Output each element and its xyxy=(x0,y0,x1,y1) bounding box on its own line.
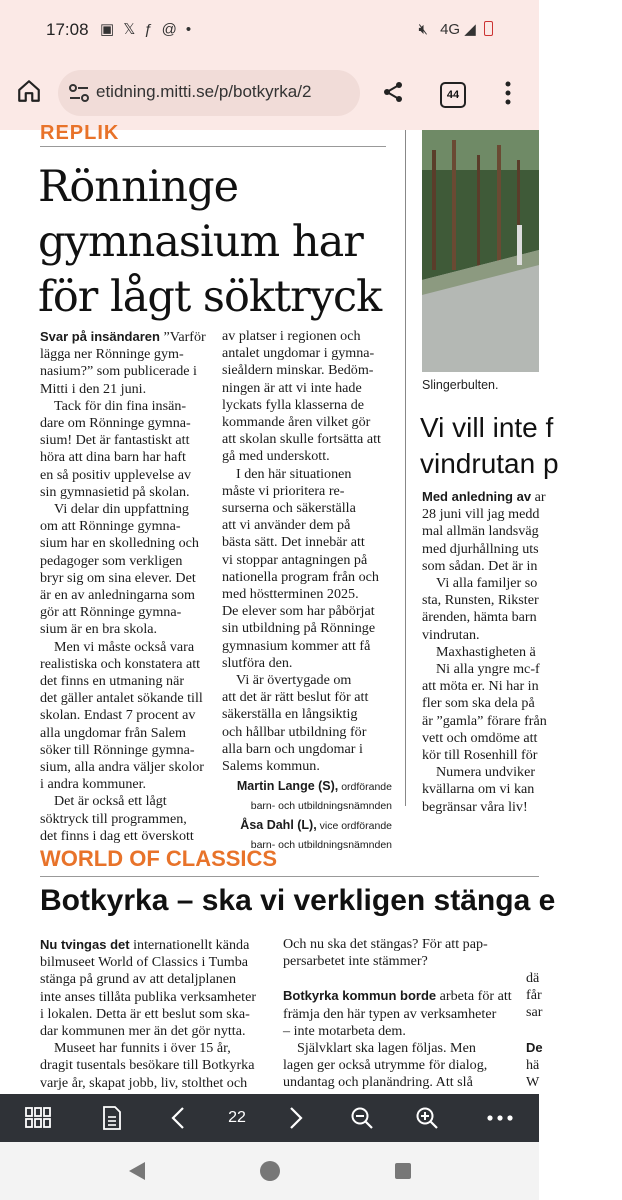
headline-line: Vi vill inte f xyxy=(420,412,554,443)
home-icon[interactable] xyxy=(16,78,42,104)
paragraph: Ni alla yngre mc-f att möta er. Ni har in fler som ska dela på är ”gamla” förare från vett och omdöme att kör till Rosenhill för xyxy=(422,661,547,764)
paragraph: Numera undviker kvällarna om vi kan begränsar våra liv! xyxy=(422,764,536,815)
url-text[interactable]: etidning.mitti.se/p/botkyrka/2 xyxy=(96,82,312,101)
status-bar xyxy=(0,0,539,58)
article-view-button[interactable] xyxy=(82,1094,142,1142)
signature-role: ordförande xyxy=(338,781,392,794)
paragraph: Maxhastigheten ä xyxy=(436,643,536,660)
next-icon xyxy=(289,1106,303,1130)
divider xyxy=(40,146,386,147)
zoom-in-button[interactable] xyxy=(397,1094,457,1142)
paragraph: Vi delar din uppfattning om att Rönninge gymna- sium har en skolledning och pedagoger som verkligen bryr sig om sina elever. Det är en av anledningarna som gör att Rönninge gymna- sium är en bra skola. xyxy=(40,501,199,638)
wc-column-3: dä får sar De hä W xyxy=(526,970,543,1091)
divider xyxy=(40,876,539,877)
dot-icon: • xyxy=(185,21,201,38)
signature-name: Martin Lange (S), xyxy=(236,779,339,794)
paragraph: Botkyrka kommun borde arbeta för att främja den här typen av verksamheter – inte motarbeta dem. xyxy=(283,988,512,1039)
text-line: Mitti i den 21 juni. xyxy=(40,380,147,397)
more-icon xyxy=(487,1115,513,1121)
system-nav-bar xyxy=(0,1142,539,1200)
paragraph: Och nu ska det stängas? För att pap- persarbetet inte stämmer? xyxy=(283,936,488,970)
paragraph: Med anledning av ar 28 juni vill jag medd mal allmän landsväg med djurhållning uts som sådan. Det är in xyxy=(422,489,546,574)
recents-icon[interactable] xyxy=(394,1162,412,1180)
text-line: nasium?” som publicerade i xyxy=(40,363,197,380)
signature-role: barn- och utbildningsnämnden xyxy=(250,800,392,813)
threads-icon: @ xyxy=(161,21,186,38)
mute-icon: 🔇︎ xyxy=(418,21,428,38)
battery-icon xyxy=(484,21,493,36)
fi-icon: ƒ xyxy=(144,21,162,38)
article-headline xyxy=(38,160,398,325)
zoom-out-icon xyxy=(350,1106,374,1130)
status-time: 17:08 xyxy=(46,20,89,39)
paragraph xyxy=(40,328,216,398)
article-column-1 xyxy=(40,328,216,845)
page-indicator xyxy=(207,1094,267,1142)
headline-line: gymnasium har xyxy=(38,217,363,267)
signature-name: Åsa Dahl (L), xyxy=(240,817,317,832)
side-headline xyxy=(420,410,620,482)
side-article-column xyxy=(422,488,622,816)
paragraph: I den här situationen måste vi prioritera re- surserna och säkerställa att vi använder dem på bästa sätt. Det innebär att vi stoppar antagningen på nationella program från och med höstterminen 2025. De elever som har påbörjat sin utbildning på Rönninge gymnasium kommer att få slutföra den. xyxy=(222,465,379,671)
paragraph: Museet har funnits i över 15 år, dragit tusentals besökare till Botkyrka varje år, skapat jobb, liv, stolthet och xyxy=(40,1040,255,1091)
wc-column-2 xyxy=(283,936,513,1109)
paragraph: av platser i regionen och antalet ungdomar i gymna- sieåldern minskar. Bedöm- ningen är att vi inte hade lyckats fylla klasserna de kommande åren vilket gör att skolan skulle fortsätta att gå med underskott. xyxy=(222,328,381,465)
back-icon[interactable] xyxy=(128,1161,146,1181)
tab-switcher-button[interactable]: 44 xyxy=(440,82,466,108)
road-photo xyxy=(422,130,539,372)
system-icons xyxy=(418,20,493,38)
article-kicker: REPLIK xyxy=(40,122,120,144)
site-settings-icon[interactable] xyxy=(68,83,90,103)
next-page-button[interactable] xyxy=(266,1094,326,1142)
paragraph: Det är också ett lågt söktryck till programmen, det finns i dag ett överskott xyxy=(40,793,194,844)
browser-toolbar xyxy=(0,58,539,131)
paragraph: Självklart ska lagen följas. Men lagen ger också utrymme för dialog, undantag och planändring. Att slå xyxy=(283,1040,488,1091)
battery-saver-icon: ▣ xyxy=(100,21,124,38)
home-button-icon[interactable] xyxy=(259,1160,281,1182)
paragraph: Vi är övertygade om att det är rätt beslut för att säkerställa en långsiktig och hållbar utbildning för alla barn och ungdomar i Salems kommun. xyxy=(222,672,369,775)
photo-caption: Slingerbulten. xyxy=(422,378,499,392)
share-icon[interactable] xyxy=(381,80,405,104)
headline-line: Rönninge xyxy=(38,162,239,212)
paragraph: Vi alla familjer so sta, Runsten, Rikster ärenden, hämta barn vindrutan. xyxy=(422,575,539,643)
prev-icon xyxy=(171,1106,185,1130)
grid-view-button[interactable] xyxy=(8,1094,68,1142)
notification-icons xyxy=(100,20,200,38)
wc-headline: Botkyrka – ska vi verkligen stänga e xyxy=(40,884,556,917)
wc-column-1 xyxy=(40,936,276,1109)
text-line: ”Varför xyxy=(159,329,206,345)
overflow-menu-icon[interactable] xyxy=(505,80,511,106)
network-label: 4G xyxy=(440,21,461,38)
signature xyxy=(222,777,392,854)
signature-role: barn- och utbildningsnämnden xyxy=(250,838,392,851)
paragraph: Tack för din fina insän- dare om Rönninge gymna- sium! Det är fantastiskt att höra att dina barn har haft en så positiv upplevelse av sin gymnasietid på skolan. xyxy=(40,397,192,500)
reader-toolbar xyxy=(0,1094,539,1142)
lead-in: Svar på insändaren xyxy=(40,329,160,344)
paragraph: Nu tvingas det internationellt kända bilmuseet World of Classics i Tumba stänga på grund av att detaljplanen inte anses tillåta publika verksamheter i lokalen. Detta är ett beslut som ska- dar kommunen mer än det gör nytta. xyxy=(40,937,257,1040)
headline-line: för lågt söktryck xyxy=(38,272,382,322)
x-icon: 𝕏 xyxy=(123,21,145,38)
grid-icon xyxy=(25,1107,51,1129)
previous-page-button[interactable] xyxy=(148,1094,208,1142)
page-number: 22 xyxy=(228,1109,246,1126)
zoom-out-button[interactable] xyxy=(332,1094,392,1142)
headline-line: vindrutan p xyxy=(420,448,559,479)
address-bar[interactable] xyxy=(58,70,360,116)
text-line: lägga ner Rönninge gym- xyxy=(40,346,184,363)
zoom-in-icon xyxy=(415,1106,439,1130)
signal-icon: ◢ xyxy=(464,21,476,38)
article-column-2 xyxy=(222,328,392,854)
epaper-page[interactable] xyxy=(0,122,559,1094)
paragraph: Men vi måste också vara realistiska och konstatera att det finns en utmaning när det gäller antalet sökande till skolan. Endast 7 procent av alla ungdomar från Salem söker till Rönninge gymna- sium, alla andra väljer skolor i andra kommuner. xyxy=(40,638,204,793)
wc-kicker: WORLD OF CLASSICS xyxy=(40,846,278,871)
signature-role: vice ordförande xyxy=(316,819,392,832)
column-divider xyxy=(405,130,406,806)
more-options-button[interactable] xyxy=(470,1094,530,1142)
page-icon xyxy=(102,1106,122,1130)
